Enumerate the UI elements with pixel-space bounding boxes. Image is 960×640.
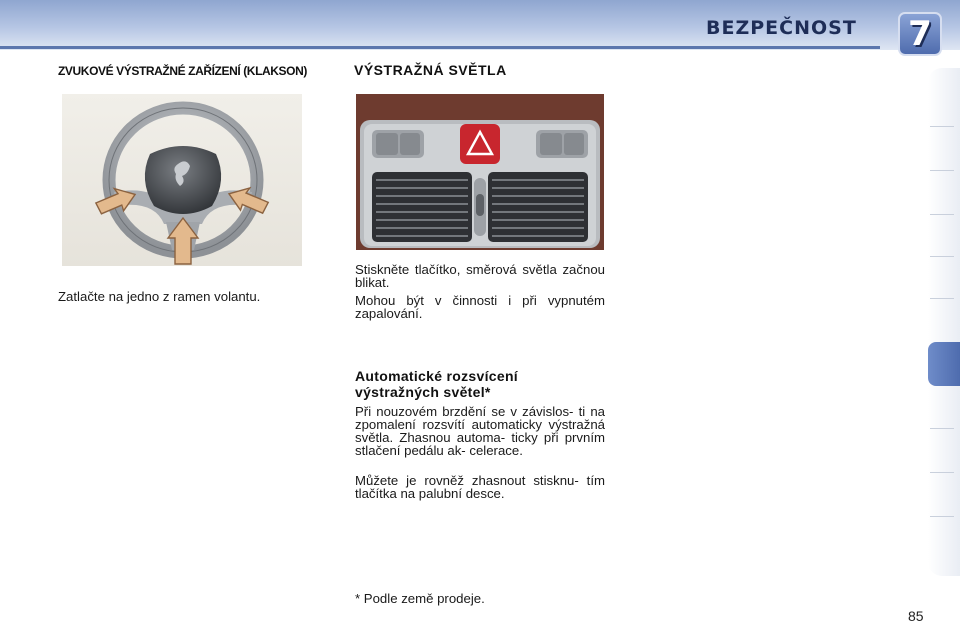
rail-notch <box>930 516 954 517</box>
thumb-index-rail <box>928 68 960 576</box>
steering-wheel-icon <box>62 94 302 266</box>
horn-heading: ZVUKOVÉ VÝSTRAŽNÉ ZAŘÍZENÍ (KLAKSON) <box>58 64 307 78</box>
page-number: 85 <box>908 608 924 624</box>
rail-notch <box>930 126 954 127</box>
chapter-title: BEZPEČNOST <box>706 17 857 39</box>
hazard-paragraph-1: Stiskněte tlačítko, směrová světla začnou blikat. <box>355 262 605 290</box>
chapter-number: 7 <box>908 14 932 54</box>
chapter-tab[interactable] <box>898 12 942 56</box>
rail-notch <box>930 256 954 257</box>
hazard-heading: VÝSTRAŽNÁ SVĚTLA <box>354 62 507 78</box>
rail-notch <box>930 428 954 429</box>
auto-hazard-heading: Automatické rozsvícení výstražných světel* <box>355 368 518 400</box>
dashboard-vent-icon <box>356 94 604 250</box>
rail-notch <box>930 214 954 215</box>
rail-notch <box>930 170 954 171</box>
hazard-paragraph-2: Mohou být v činnosti i při vypnutém zapalování. <box>355 293 605 321</box>
header-rule <box>0 46 880 49</box>
auto-hazard-paragraph-1: Při nouzovém brzdění se v závislos- ti na zpomalení rozsvítí automaticky výstražná světla. Zhasnou automa- ticky při prvním stlačení pedálu ak- celerace. <box>355 404 605 458</box>
steering-wheel-figure <box>62 94 302 266</box>
rail-active-tab[interactable] <box>928 342 960 386</box>
rail-notch <box>930 298 954 299</box>
horn-instruction: Zatlačte na jedno z ramen volantu. <box>58 289 261 304</box>
footnote: * Podle země prodeje. <box>355 591 485 606</box>
rail-notch <box>930 472 954 473</box>
hazard-console-figure <box>356 94 604 250</box>
auto-hazard-paragraph-2: Můžete je rovněž zhasnout stisknu- tím tlačítka na palubní desce. <box>355 473 605 501</box>
